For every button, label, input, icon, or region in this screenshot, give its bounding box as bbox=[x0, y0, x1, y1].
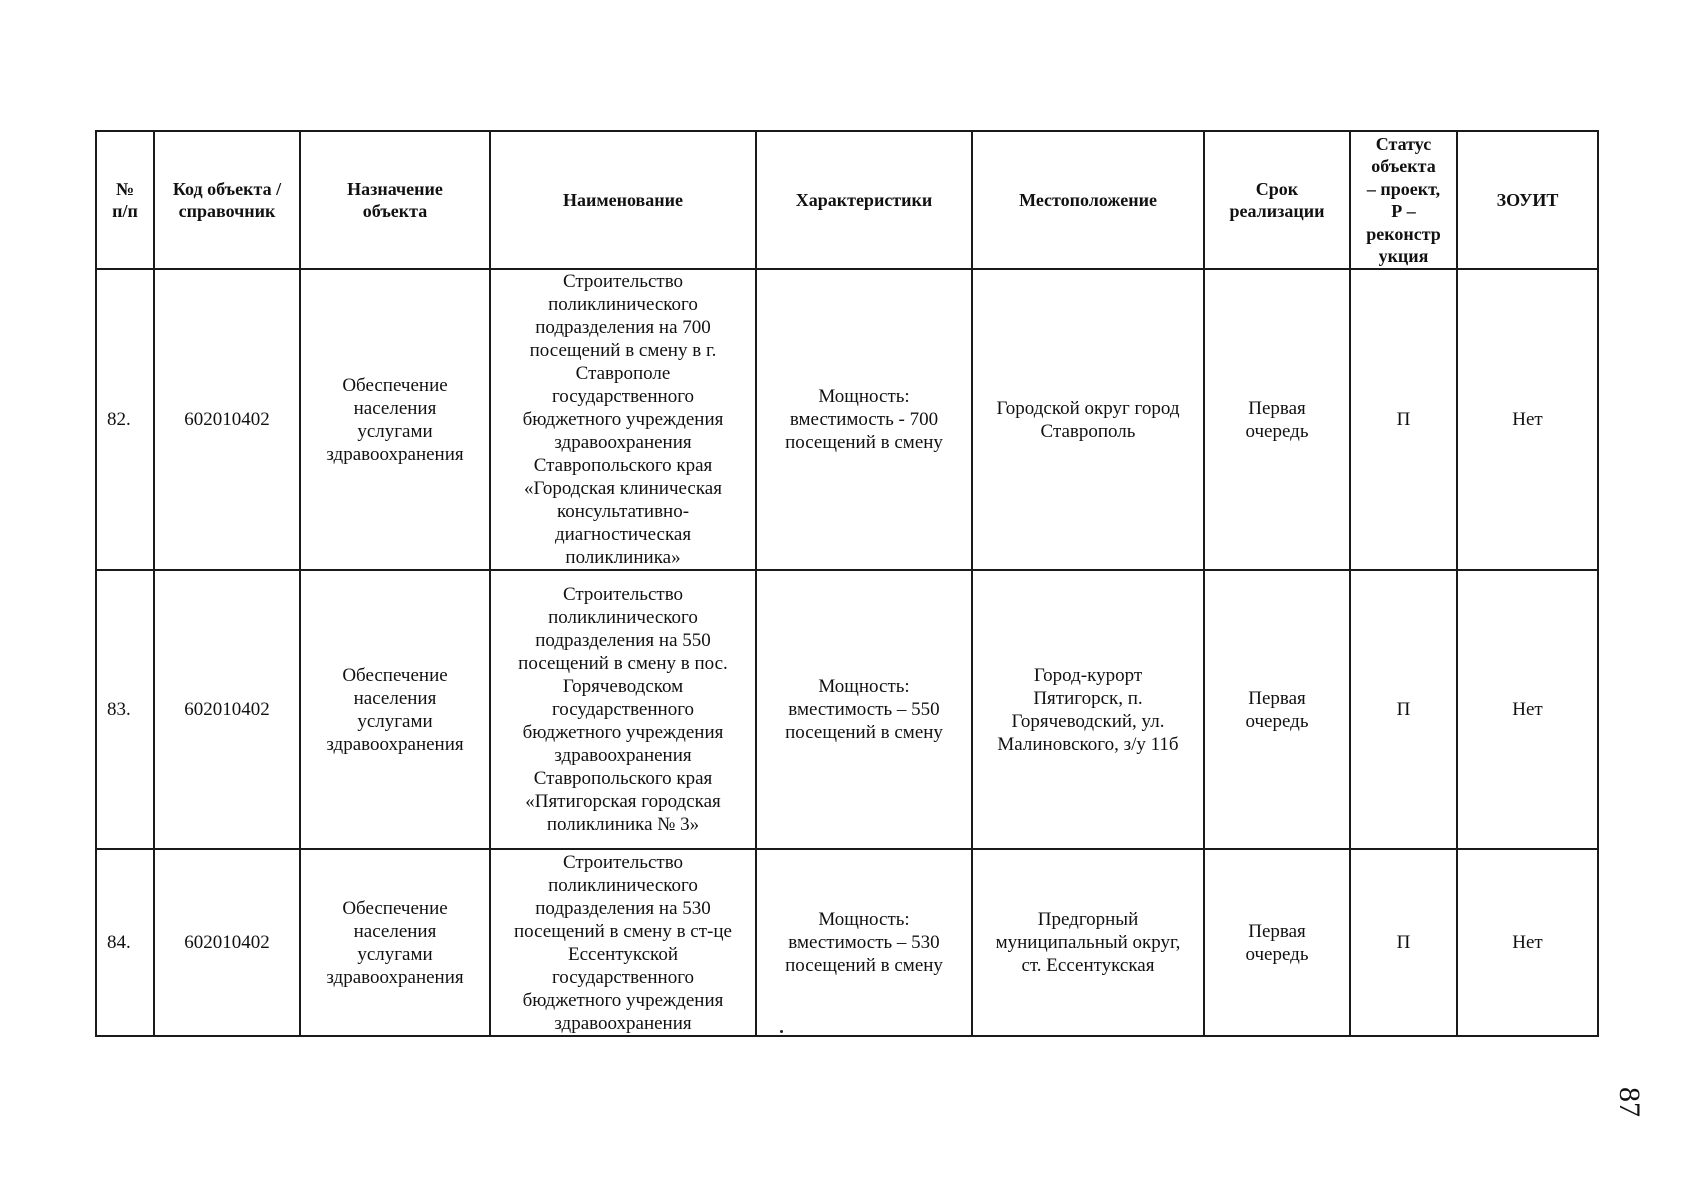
cell-zouit: Нет bbox=[1457, 570, 1598, 849]
cell-status: П bbox=[1350, 570, 1457, 849]
cell-num: 83. bbox=[96, 570, 154, 849]
header-num: № п/п bbox=[96, 131, 154, 269]
cell-name: Строительство поликлинического подразделения на 550 посещений в смену в пос. Горячеводском государственного бюджетного учреждения здравоохранения Ставропольского края «Пятигорская городская поликлиника № 3» bbox=[490, 570, 756, 849]
cell-code: 602010402 bbox=[154, 570, 300, 849]
header-location: Местоположение bbox=[972, 131, 1204, 269]
header-term: Срок реализации bbox=[1204, 131, 1350, 269]
page-number: 87 bbox=[1613, 1087, 1646, 1117]
objects-table bbox=[95, 130, 1599, 1037]
cell-location: Городской округ город Ставрополь bbox=[972, 269, 1204, 570]
cell-characteristics: Мощность: вместимость – 550 посещений в смену bbox=[756, 570, 972, 849]
cell-zouit: Нет bbox=[1457, 849, 1598, 1036]
cell-code: 602010402 bbox=[154, 269, 300, 570]
cell-term: Первая очередь bbox=[1204, 269, 1350, 570]
scan-dot-mark bbox=[780, 1030, 783, 1033]
table-row bbox=[96, 570, 1598, 849]
header-status: Статус объекта – проект, Р – реконстр укция bbox=[1350, 131, 1457, 269]
cell-name: Строительство поликлинического подразделения на 700 посещений в смену в г. Ставрополе государственного бюджетного учреждения здравоохранения Ставропольского края «Городская клиническая консультативно- диагностическая поликлиника» bbox=[490, 269, 756, 570]
cell-term: Первая очередь bbox=[1204, 849, 1350, 1036]
cell-status: П bbox=[1350, 849, 1457, 1036]
cell-name: Строительство поликлинического подразделения на 530 посещений в смену в ст-це Ессентукской государственного бюджетного учреждения здравоохранения bbox=[490, 849, 756, 1036]
header-characteristics: Характеристики bbox=[756, 131, 972, 269]
cell-num: 84. bbox=[96, 849, 154, 1036]
cell-characteristics: Мощность: вместимость - 700 посещений в смену bbox=[756, 269, 972, 570]
header-code: Код объекта / справочник bbox=[154, 131, 300, 269]
cell-purpose: Обеспечение населения услугами здравоохранения bbox=[300, 570, 490, 849]
table-row bbox=[96, 849, 1598, 1036]
cell-zouit: Нет bbox=[1457, 269, 1598, 570]
cell-status: П bbox=[1350, 269, 1457, 570]
cell-term: Первая очередь bbox=[1204, 570, 1350, 849]
header-name: Наименование bbox=[490, 131, 756, 269]
cell-location: Предгорный муниципальный округ, ст. Ессентукская bbox=[972, 849, 1204, 1036]
cell-purpose: Обеспечение населения услугами здравоохранения bbox=[300, 269, 490, 570]
cell-code: 602010402 bbox=[154, 849, 300, 1036]
table-row bbox=[96, 269, 1598, 570]
cell-location: Город-курорт Пятигорск, п. Горячеводский, ул. Малиновского, з/у 11б bbox=[972, 570, 1204, 849]
cell-purpose: Обеспечение населения услугами здравоохранения bbox=[300, 849, 490, 1036]
header-zouit: ЗОУИТ bbox=[1457, 131, 1598, 269]
table-header-row bbox=[96, 131, 1598, 269]
header-purpose: Назначение объекта bbox=[300, 131, 490, 269]
cell-characteristics: Мощность: вместимость – 530 посещений в смену bbox=[756, 849, 972, 1036]
cell-num: 82. bbox=[96, 269, 154, 570]
